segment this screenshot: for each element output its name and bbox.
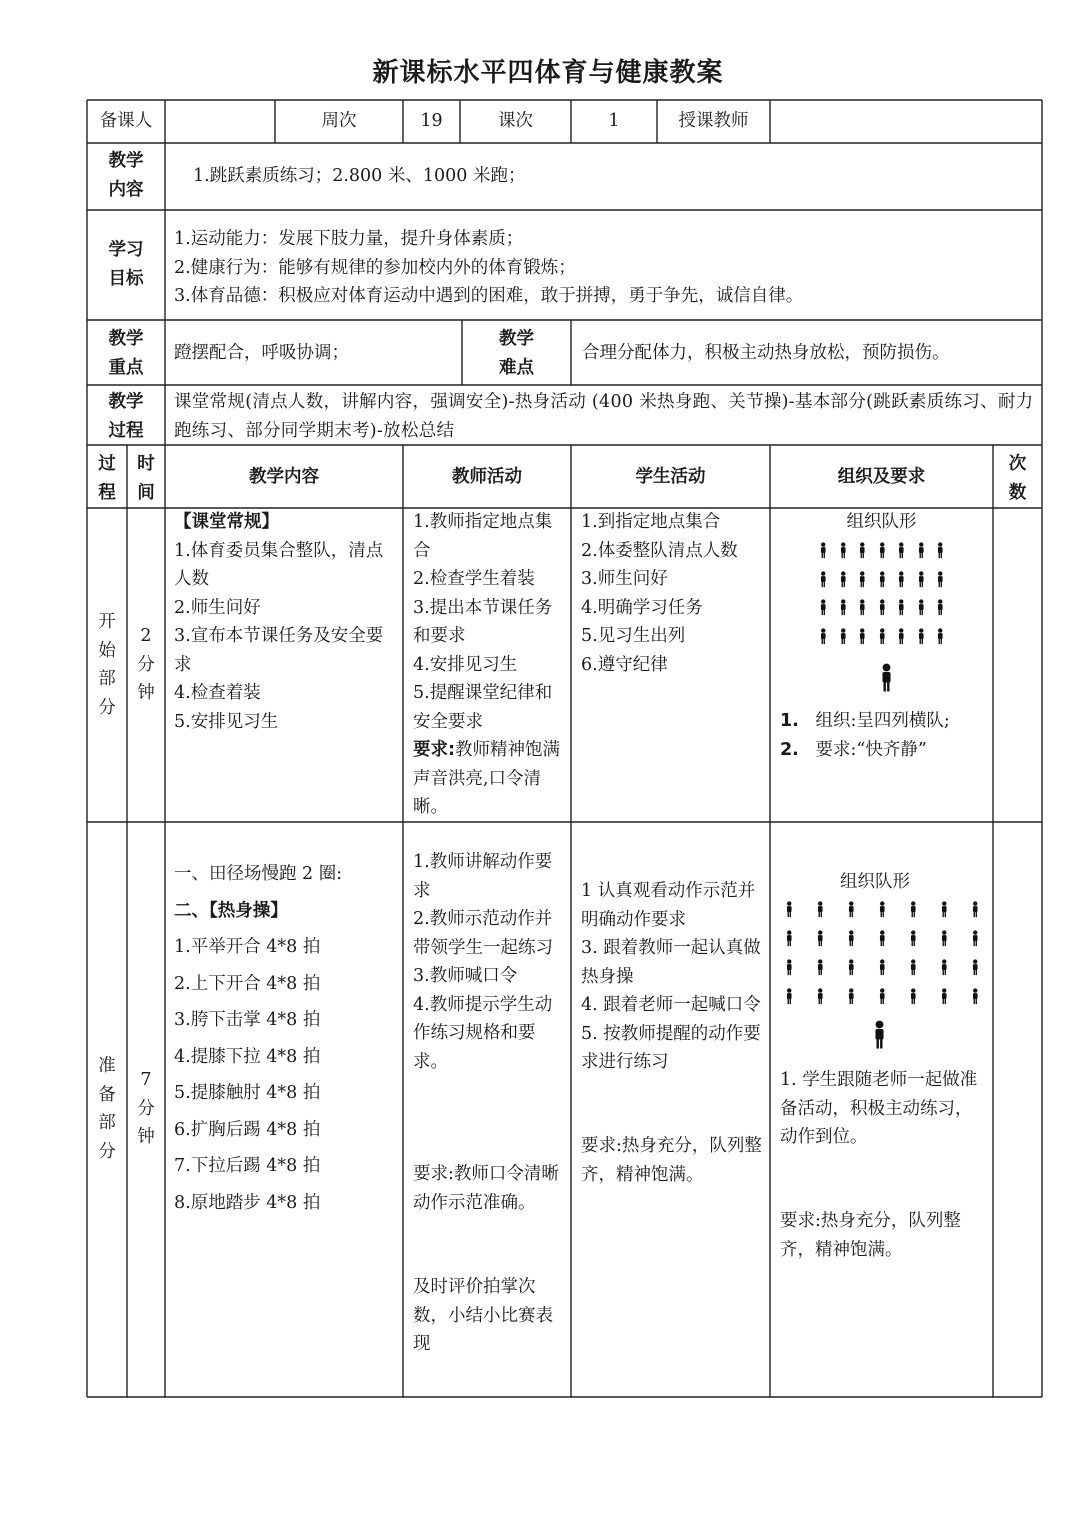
list-item: 7.下拉后踢 4*8 拍 (174, 1156, 321, 1176)
student-figure-icon (940, 988, 949, 1005)
student-figure-icon (847, 959, 856, 976)
student-figure-icon (878, 571, 887, 588)
student-figure-icon (816, 988, 825, 1005)
student-figure-icon (858, 571, 867, 588)
student-figure-icon (878, 901, 887, 918)
list-item: 2.体委整队清点人数 (581, 540, 738, 561)
student-figure-icon (917, 571, 926, 588)
list-item: 4.提膝下拉 4*8 拍 (174, 1046, 321, 1067)
student-figure-icon (917, 599, 926, 616)
row2-org-requirement: 要求:热身充分，队列整齐，精神饱满。 (780, 1211, 961, 1260)
list-item: 2.上下开合 4*8 拍 (174, 973, 321, 994)
process-text: 课堂常规(清点人数，讲解内容，强调安全)-热身活动 (400 米热身跑、关节操)-基本部分(跳跃素质练习、耐力跑练习、部分同学期末考)-放松总结 (174, 392, 1034, 441)
student-figure-icon (878, 628, 887, 645)
student-figure-icon (971, 959, 980, 976)
col-student: 学生活动 (635, 467, 706, 487)
row2-time: 7 分 钟 (137, 1070, 155, 1147)
student-figure-icon (878, 542, 887, 559)
list-item: 5.提醒课堂纪律和安全要求 (413, 683, 553, 732)
content-heading: 【课堂常规】 (174, 512, 279, 532)
student-figure-icon (940, 959, 949, 976)
student-figure-icon (936, 628, 945, 645)
list-item: 一、田径场慢跑 2 圈: (174, 864, 343, 884)
student-figure-icon (847, 930, 856, 947)
student-figure-icon (785, 901, 794, 918)
student-figure-icon (897, 599, 906, 616)
student-figure-icon (847, 988, 856, 1005)
list-item: 3.教师喊口令 (413, 966, 518, 986)
objective-item: 3.体育品德：积极应对体育运动中遇到的困难，敢于拼搏，勇于争先，诚信自律。 (174, 286, 804, 306)
teacher-figure-icon (879, 663, 894, 693)
student-figure-icon (917, 542, 926, 559)
student-figure-icon (897, 571, 906, 588)
student-figure-icon (878, 988, 887, 1005)
student-figure-icon (878, 959, 887, 976)
list-item: 1.到指定地点集合 (581, 512, 721, 532)
list-item: 2.检查学生着装 (413, 569, 535, 589)
student-figure-icon (785, 930, 794, 947)
list-item: 8.原地踏步 4*8 拍 (174, 1192, 321, 1213)
preparer-label: 备课人 (99, 111, 153, 131)
student-figure-icon (897, 628, 906, 645)
list-item: 2. 要求:“快齐静” (780, 739, 927, 760)
lesson-value: 1 (608, 111, 620, 131)
row2-student (581, 877, 763, 1077)
student-figure-icon (816, 901, 825, 918)
teacher-requirement: 要求:教师精神饱满声音洪亮,口令清晰。 (413, 740, 560, 817)
key-text: 蹬摆配合，呼吸协调； (174, 343, 349, 363)
col-time: 时 间 (137, 454, 155, 503)
list-item: 1.平举开合 4*8 拍 (174, 937, 321, 957)
row2-content (174, 856, 398, 1221)
student-figure-icon (940, 930, 949, 947)
student-figure-icon (819, 628, 828, 645)
student-figure-icon (897, 542, 906, 559)
student-figure-icon (940, 901, 949, 918)
student-figure-icon (858, 599, 867, 616)
col-content: 教学内容 (249, 467, 319, 487)
teacher-label: 授课教师 (678, 111, 749, 131)
row1-time: 2 分 钟 (137, 626, 155, 703)
list-item: 6.扩胸后踢 4*8 拍 (174, 1119, 321, 1140)
student-figure-icon (839, 599, 848, 616)
list-item: 4.安排见习生 (413, 654, 518, 675)
row1-org-list (780, 707, 990, 764)
teacher-figure-icon (872, 1020, 887, 1050)
row2-stage: 准 备 部 分 (98, 1056, 116, 1162)
difficulty-label: 教学 难点 (499, 329, 534, 378)
student-figure-icon (917, 628, 926, 645)
student-figure-icon (819, 571, 828, 588)
row2-teacher (413, 848, 565, 1076)
student-figure-icon (839, 542, 848, 559)
row2-teacher-evaluation: 及时评价拍掌次数，小结小比赛表现 (413, 1277, 553, 1354)
formation-diagram-2 (770, 895, 993, 1060)
list-item: 2.师生问好 (174, 597, 261, 618)
student-figure-icon (971, 901, 980, 918)
student-figure-icon (909, 901, 918, 918)
objective-item: 2.健康行为：能够有规律的参加校内外的体育锻炼； (174, 257, 576, 278)
student-figure-icon (847, 901, 856, 918)
student-figure-icon (785, 959, 794, 976)
list-item: 3. 跟着教师一起认真做热身操 (581, 938, 761, 987)
row1-teacher (413, 508, 565, 822)
row2-org-text: 1. 学生跟随老师一起做准备活动，积极主动练习，动作到位。 (780, 1070, 978, 1147)
list-item: 1. 组织:呈四列横队; (780, 711, 950, 731)
list-item: 4.明确学习任务 (581, 597, 703, 618)
student-figure-icon (971, 930, 980, 947)
row2-student-requirement: 要求:热身充分，队列整齐，精神饱满。 (581, 1136, 762, 1185)
student-figure-icon (785, 988, 794, 1005)
list-item: 3.师生问好 (581, 569, 668, 589)
student-figure-icon (936, 599, 945, 616)
student-figure-icon (909, 930, 918, 947)
row2-org-title: 组织队形 (840, 872, 910, 892)
list-item: 4.检查着装 (174, 683, 261, 703)
list-item: 1.体育委员集合整队，清点人数 (174, 540, 384, 589)
student-figure-icon (816, 930, 825, 947)
col-count: 次 数 (1008, 454, 1027, 503)
col-org: 组织及要求 (837, 467, 926, 487)
student-figure-icon (819, 542, 828, 559)
formation-diagram-1 (770, 530, 993, 700)
week-label: 周次 (321, 111, 357, 131)
list-item: 3.宣布本节课任务及安全要求 (174, 626, 384, 675)
student-figure-icon (878, 930, 887, 947)
page-title: 新课标水平四体育与健康教案 (372, 58, 724, 88)
student-figure-icon (909, 959, 918, 976)
content-heading: 二、【热身操】 (174, 900, 288, 921)
week-value: 19 (420, 111, 443, 131)
list-item: 5. 按教师提醒的动作要求进行练习 (581, 1023, 761, 1072)
col-teacher: 教师活动 (452, 467, 522, 487)
list-item: 1.教师指定地点集合 (413, 512, 553, 561)
row1-content (174, 508, 398, 736)
row2-teacher-requirement: 要求:教师口令清晰动作示范准确。 (413, 1164, 559, 1213)
student-figure-icon (839, 628, 848, 645)
objectives-label: 学习 目标 (108, 240, 144, 289)
row1-org-title: 组织队形 (846, 512, 917, 532)
list-item: 6.遵守纪律 (581, 654, 668, 675)
process-label: 教学 过程 (108, 392, 144, 441)
list-item: 1.教师讲解动作要求 (413, 852, 553, 901)
list-item: 5.安排见习生 (174, 711, 279, 732)
student-figure-icon (858, 628, 867, 645)
objectives-list (174, 225, 1034, 311)
student-figure-icon (816, 959, 825, 976)
difficulty-text: 合理分配体力，积极主动热身放松，预防损伤。 (582, 343, 950, 363)
student-figure-icon (878, 599, 887, 616)
objective-item: 1.运动能力：发展下肢力量，提升身体素质； (174, 229, 524, 249)
lesson-label: 课次 (498, 111, 533, 131)
student-figure-icon (909, 988, 918, 1005)
row1-student (581, 508, 766, 679)
student-figure-icon (936, 542, 945, 559)
row1-stage: 开 始 部 分 (98, 612, 116, 718)
list-item: 4.教师提示学生动作练习规格和要求。 (413, 994, 553, 1072)
list-item: 5.见习生出列 (581, 626, 686, 646)
student-figure-icon (819, 599, 828, 616)
content-text: 1.跳跃素质练习；2.800 米、1000 米跑； (193, 166, 526, 186)
list-item: 4. 跟着老师一起喊口令 (581, 995, 761, 1015)
list-item: 3.胯下击掌 4*8 拍 (174, 1010, 321, 1030)
list-item: 5.提膝触肘 4*8 拍 (174, 1083, 321, 1103)
content-label: 教学 内容 (108, 151, 144, 200)
student-figure-icon (971, 988, 980, 1005)
student-figure-icon (839, 571, 848, 588)
col-stage: 过 程 (98, 454, 116, 503)
key-label: 教学 重点 (108, 329, 144, 378)
list-item: 2.教师示范动作并带领学生一起练习 (413, 909, 553, 958)
list-item: 3.提出本节课任务和要求 (413, 597, 553, 646)
student-figure-icon (936, 571, 945, 588)
student-figure-icon (858, 542, 867, 559)
list-item: 1 认真观看动作示范并明确动作要求 (581, 881, 756, 930)
